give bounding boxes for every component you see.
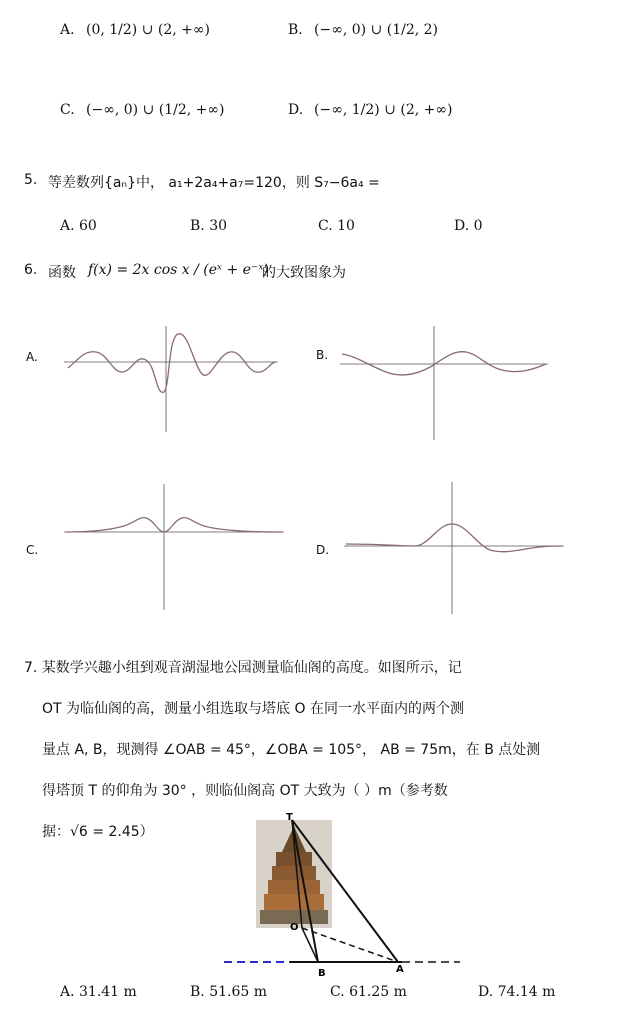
q7-option-a: A. 31.41 m [60, 984, 137, 1000]
q6-function: f(x) = 2x cos x / (eˣ + e⁻ˣ) [88, 262, 269, 278]
q6-tail: 的大致图象为 [262, 265, 346, 281]
graph-a-curve [68, 334, 276, 393]
graph-a-label: A. [26, 350, 38, 364]
graph-d-label: D. [316, 543, 330, 557]
q4-option-b-expr: (−∞, 0) ∪ (1/2, 2) [314, 22, 439, 38]
q5-option-d: D. 0 [454, 218, 483, 234]
q7-line-3: 量点 A, B，现测得 ∠OAB = 45°，∠OBA = 105°， AB = 75m，在 B 点处测 [42, 742, 541, 758]
graph-a [60, 320, 282, 438]
graph-c-curve [66, 518, 282, 532]
q5-number: 5. [24, 172, 38, 188]
q4-option-c-expr: (−∞, 0) ∪ (1/2, +∞) [86, 102, 225, 118]
graph-d [340, 478, 568, 618]
q6-lead: 函数 [48, 265, 76, 281]
q4-option-c-label: C. [60, 102, 75, 118]
q4-option-b-label: B. [288, 22, 303, 38]
q7-line-4: 得塔顶 T 的仰角为 30° ，则临仙阁高 OT 大致为（ ）m（参考数 [42, 783, 448, 799]
graph-c-label: C. [26, 543, 39, 557]
q4-option-d-expr: (−∞, 1/2) ∪ (2, +∞) [314, 102, 453, 118]
q5-option-c: C. 10 [318, 218, 355, 234]
q6-number: 6. [24, 262, 38, 278]
graph-b-label: B. [316, 348, 329, 362]
label-o: O [290, 922, 299, 933]
q5-option-a: A. 60 [60, 218, 97, 234]
q4-option-a-label: A. [60, 22, 75, 38]
graph-b [336, 322, 552, 442]
graph-d-curve [346, 524, 562, 552]
graph-b-curve [342, 352, 546, 375]
label-t: T [286, 812, 293, 823]
label-a: A [396, 964, 404, 975]
q7-line-2: OT 为临仙阁的高，测量小组选取与塔底 O 在同一水平面内的两个测 [42, 701, 464, 717]
q7-option-d: D. 74.14 m [478, 984, 556, 1000]
q7-line-1: 7. 某数学兴趣小组到观音湖湿地公园测量临仙阁的高度。如图所示，记 [24, 660, 462, 676]
q7-line-5: 据：√6 = 2.45） [42, 824, 154, 840]
label-b: B [318, 968, 326, 979]
q5-option-b: B. 30 [190, 218, 228, 234]
q7-figure [220, 812, 464, 980]
q5-stem: 等差数列{aₙ}中， a₁+2a₄+a₇=120，则 S₇−6a₄ = [48, 175, 380, 191]
q7-option-b: B. 51.65 m [190, 984, 267, 1000]
q4-option-a-expr: (0, 1/2) ∪ (2, +∞) [86, 22, 211, 38]
q4-option-d-label: D. [288, 102, 304, 118]
graph-c [60, 480, 288, 614]
q7-option-c: C. 61.25 m [330, 984, 407, 1000]
